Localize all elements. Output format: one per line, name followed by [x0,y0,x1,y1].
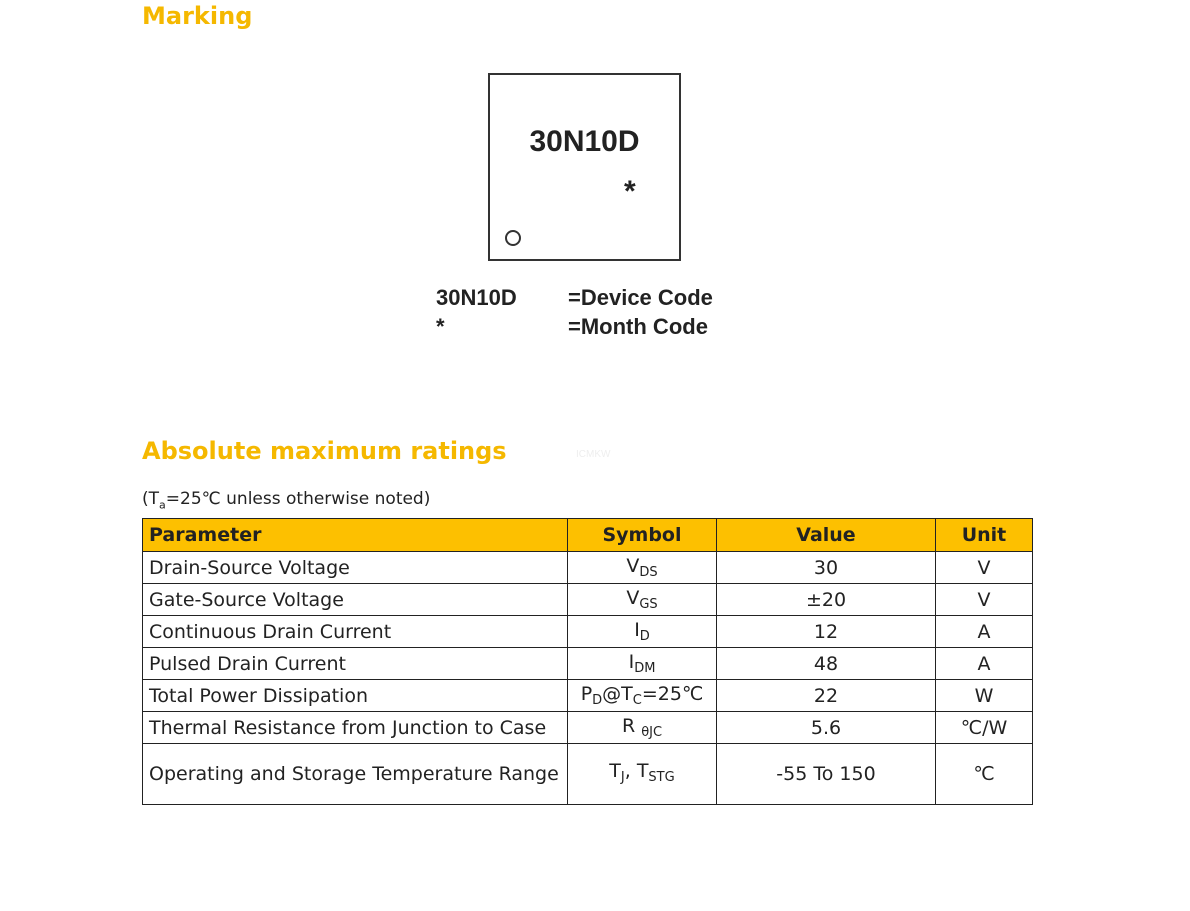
cell-unit: A [936,648,1033,680]
cell-value: 30 [717,552,936,584]
chip-device-code: 30N10D [529,125,640,158]
ratings-table [142,518,1033,805]
legend-key: * [436,313,445,339]
table-row [143,616,1033,648]
cell-unit: ℃ [936,744,1033,805]
cell-symbol: $V_{DS}$ [568,552,717,584]
table-row [143,552,1033,584]
header-symbol: Symbol [568,519,717,552]
table-header-row [143,519,1033,552]
cell-value: 22 [717,680,936,712]
cell-parameter: Pulsed Drain Current [143,648,568,680]
cell-value: -55 To 150 [717,744,936,805]
cell-unit: V [936,552,1033,584]
header-value: Value [717,519,936,552]
table-row [143,648,1033,680]
cell-symbol: $I_D$ [568,616,717,648]
cell-unit: V [936,584,1033,616]
pin1-indicator-icon [505,230,521,246]
marking-legend [436,283,713,341]
table-row [143,744,1033,805]
chip-month-code: * [624,175,636,208]
cell-symbol: $I_{DM}$ [568,648,717,680]
cell-unit: W [936,680,1033,712]
cell-parameter: Continuous Drain Current [143,616,568,648]
marking-title: Marking [142,2,253,30]
ratings-condition: ($T_a=25℃$ unless otherwise noted) [142,489,431,512]
header-unit: Unit [936,519,1033,552]
cell-unit: A [936,616,1033,648]
legend-desc: =Device Code [568,284,713,310]
header-parameter: Parameter [143,519,568,552]
chip-marking-diagram [488,73,681,261]
cell-symbol: $P_D@T_C=25℃$ [568,680,717,712]
legend-row [436,283,713,312]
cell-symbol: R $_{\theta JC}$ [568,712,717,744]
cell-unit: ℃/W [936,712,1033,744]
watermark: ICMKW [576,449,611,460]
cell-parameter: Total Power Dissipation [143,680,568,712]
table-row [143,584,1033,616]
cell-parameter: Thermal Resistance from Junction to Case [143,712,568,744]
cell-parameter: Gate-Source Voltage [143,584,568,616]
legend-desc: =Month Code [568,313,708,339]
cell-value: 48 [717,648,936,680]
cell-symbol: $T_J$, $T_{STG}$ [568,744,717,805]
cell-parameter: Drain-Source Voltage [143,552,568,584]
cell-symbol: $V_{GS}$ [568,584,717,616]
legend-key: 30N10D [436,284,517,310]
cell-value: 5.6 [717,712,936,744]
cell-value: 12 [717,616,936,648]
table-row [143,680,1033,712]
cell-value: ±20 [717,584,936,616]
legend-row [436,312,713,341]
ratings-title: Absolute maximum ratings [142,437,507,465]
cell-parameter: Operating and Storage Temperature Range [143,744,568,805]
table-row [143,712,1033,744]
